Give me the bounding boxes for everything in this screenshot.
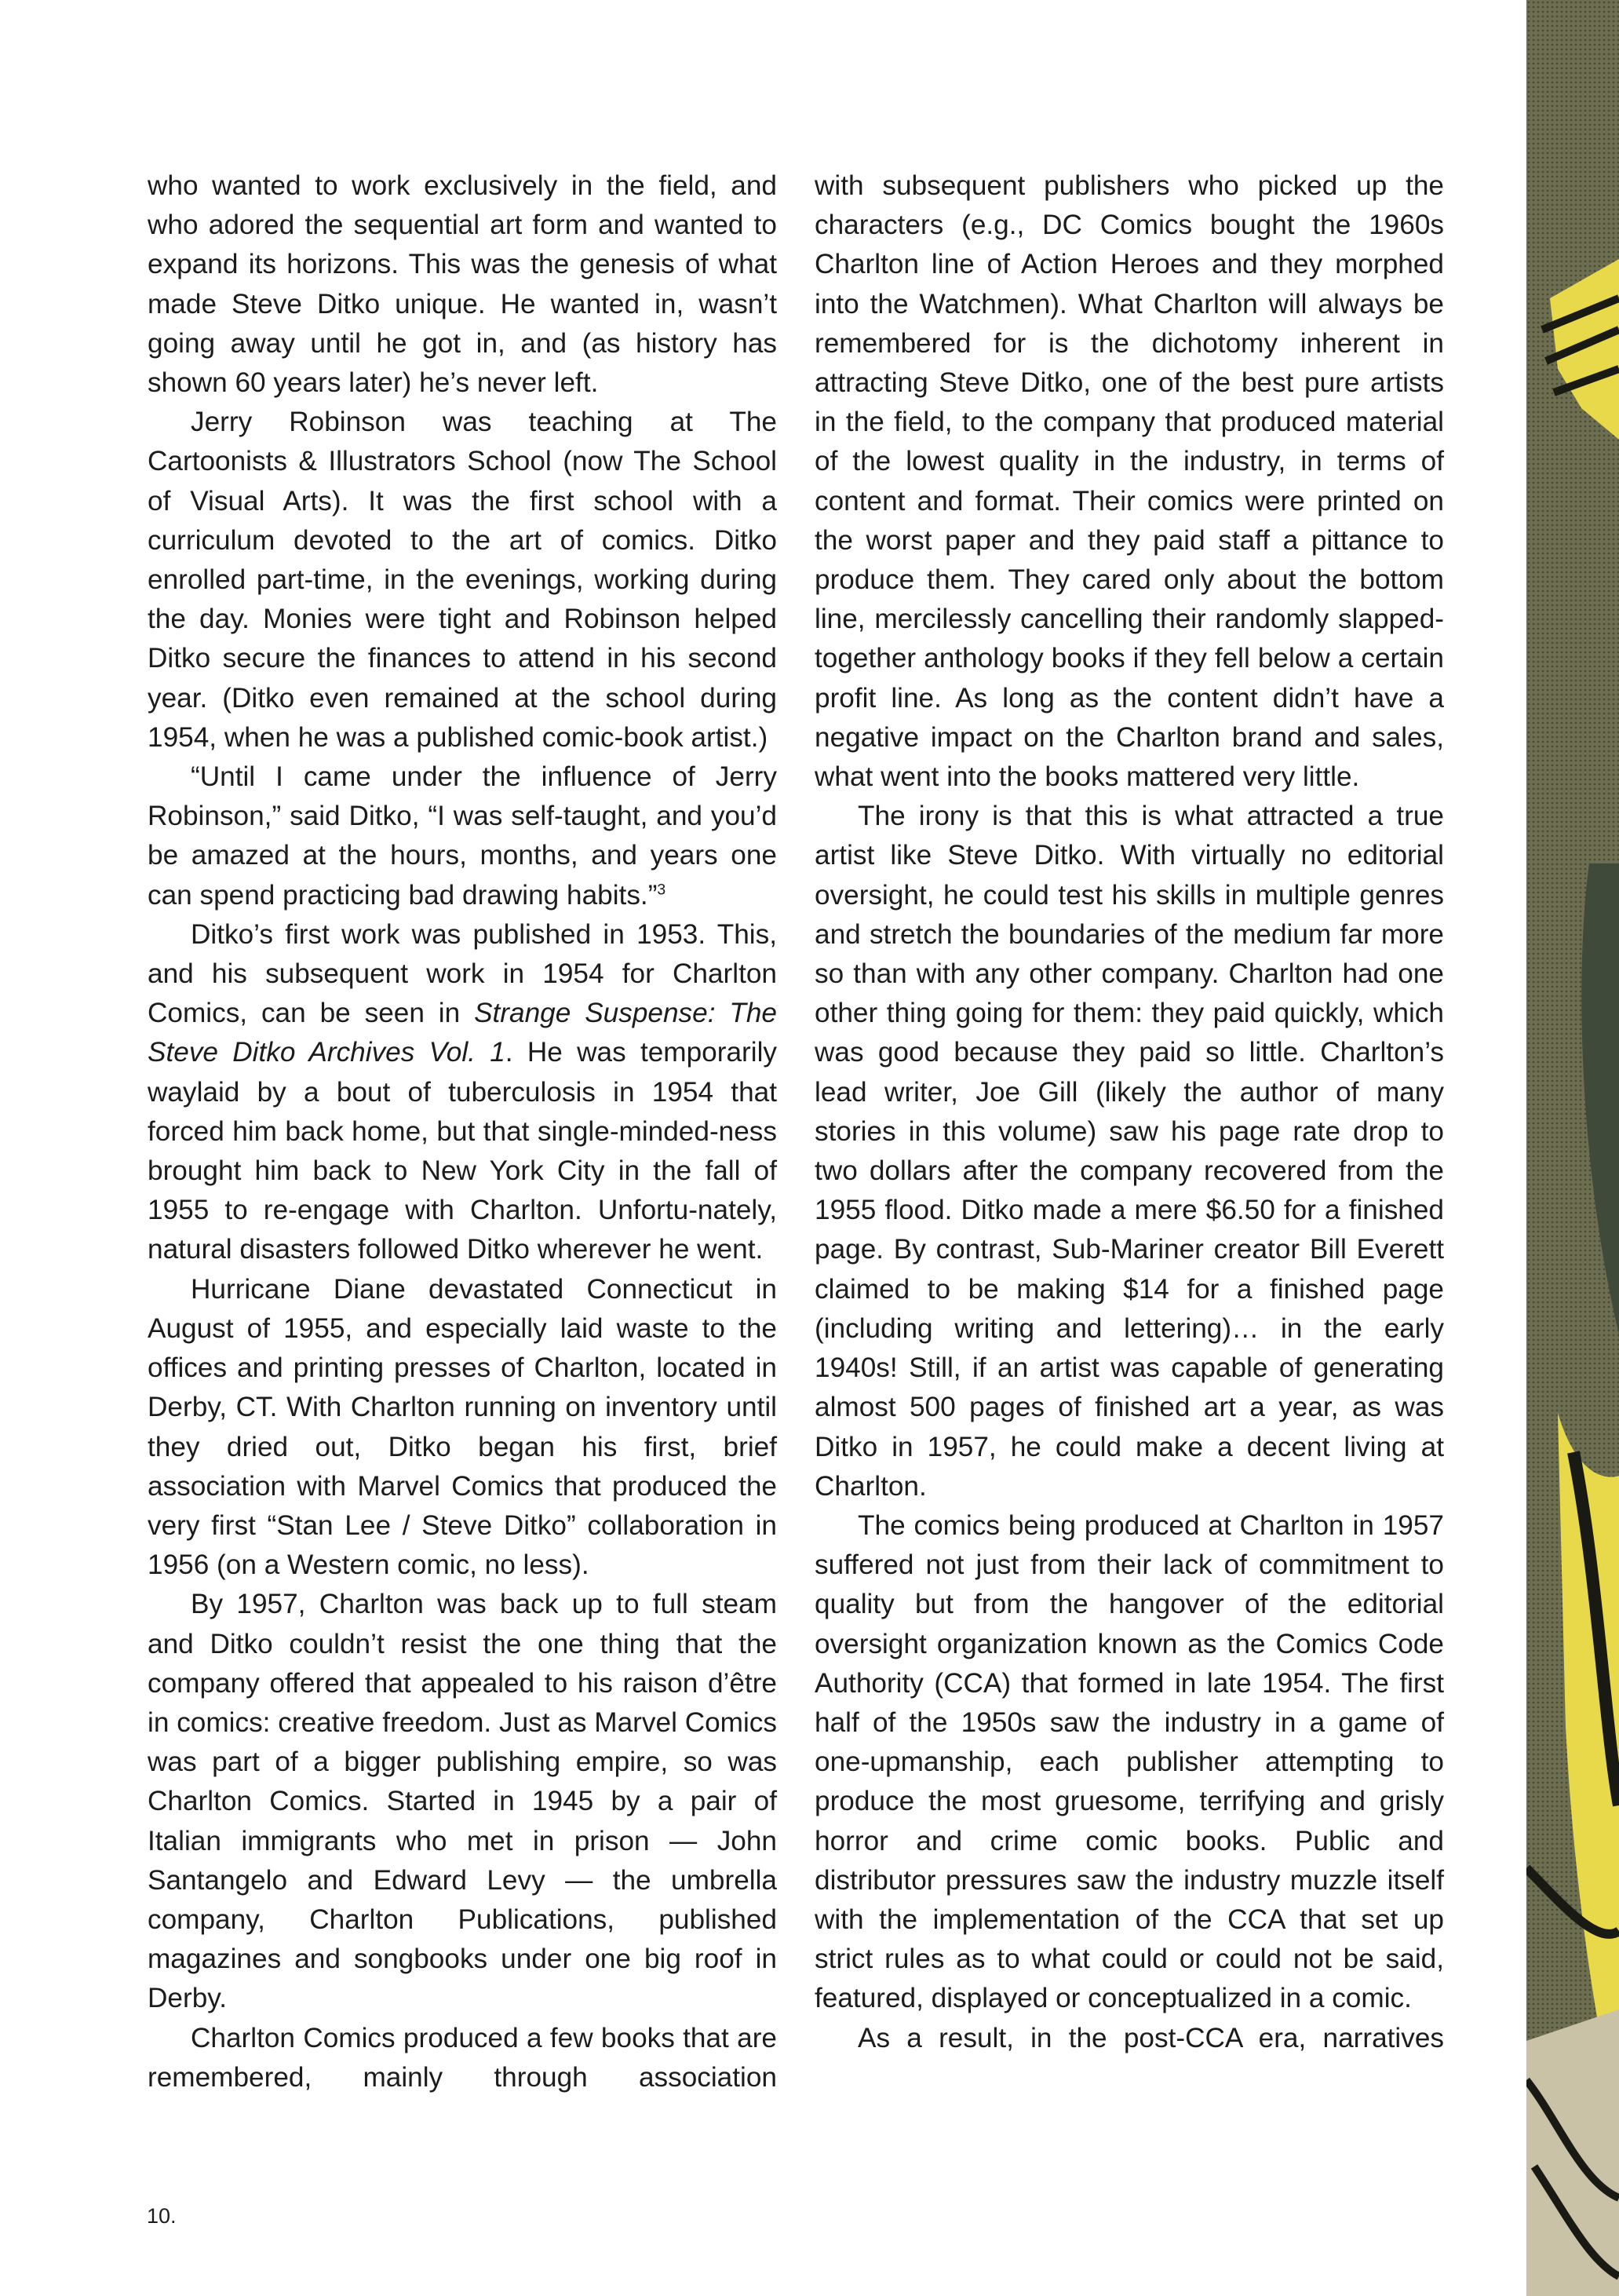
paragraph: Charlton Comics produced a few books that are remembered, mainly through association [148,2022,777,2093]
comic-art-edge-strip [1526,0,1619,2296]
paragraph: Jerry Robinson was teaching at The Cartoonists & Illustrators School (now The School of Visual Arts). It was the first school with a curriculum devoted to the art of comics. Ditko enrolled part-time, in the evenings, working during the day. Monies were tight and Robinson helped Ditko secure the finances to attend in his second year. (Ditko even remained at the school during 1954, when he was a published comic-book artist.) [148,407,777,753]
comic-art-image [1526,0,1619,2296]
paragraph [148,757,777,915]
paragraph: The irony is that this is what attracted a true artist like Steve Ditko. With virtually no editorial oversight, he could test his skills in multiple genres and stretch the boundaries of the medium far more so than with any other company. Charlton had one other thing going for them: they paid quickly, which was good because they paid so little. Charlton’s lead writer, Joe Gill (likely the author of many stories in this volume) saw his page rate drop to two dollars after the company recovered from the 1955 flood. Ditko made a mere $6.50 for a finished page. By contrast, Sub-Mariner creator Bill Everett claimed to be making $14 for a finished page (including writing and lettering)… in the early 1940s! Still, if an artist was capable of generating almost 500 pages of finished art a year, as was Ditko in 1957, he could make a decent living at Charlton. [815,801,1444,1502]
paragraph: Ditko’s first work was published in 1953. This, and his subsequent work in 1954 for Charlton Comics, can be seen in Strange Suspense: The Steve Ditko Archives Vol. 1. He was temporarily waylaid by a bout of tuberculosis in 1954 that forced him back home, but that single-minded-ness brought him back to New York City in the fall of 1955 to re-engage with Charlton. Unfortu-nately, natural disasters followed Ditko wherever he went. [148,918,777,1265]
paragraph: Hurricane Diane devastated Connecticut in August of 1955, and especially laid waste to the offices and printing presses of Charlton, located in Derby, CT. With Charlton running on inventory until they dried out, Ditko began his first, brief association with Marvel Comics that produced the very first “Stan Lee / Steve Ditko” collaboration in 1956 (on a Western comic, no less). [148,1273,777,1581]
paragraph: with subsequent publishers who picked up the characters (e.g., DC Comics bought the 1960s Charlton line of Action Heroes and they morphed into the Watchmen). What Charlton will always be remembered for is the dichotomy inherent in attracting Steve Ditko, one of the best pure artists in the field, to the company that produced material of the lowest quality in the industry, in terms of content and format. Their comics were printed on the worst paper and they paid staff a pittance to produce them. They cared only about the bottom line, mercilessly cancelling their randomly slapped-together anthology books if they fell below a certain profit line. As long as the content didn’t have a negative impact on the Charlton brand and sales, what went into the books mattered very little. [815,170,1444,793]
left-text-column [148,166,777,2097]
paragraph: The comics being produced at Charlton in 1957 suffered not just from their lack of commitment to quality but from the hangover of the editorial oversight organization known as the Comics Code Authority (CCA) that formed in late 1954. The first half of the 1950s saw the industry in a game of one-upmanship, each publisher attempting to produce the most gruesome, terrifying and grisly horror and crime comic books. Public and distributor pressures saw the industry muzzle itself with the implementation of the CCA that set up strict rules as to what could or could not be said, featured, displayed or conceptualized in a comic. [815,1509,1444,2014]
page-number: 10. [147,2204,177,2228]
right-text-column [815,166,1444,2058]
footnote-marker: 3 [657,880,666,898]
paragraph: By 1957, Charlton was back up to full steam and Ditko couldn’t resist the one thing that the company offered that appealed to his raison d’être in comics: creative freedom. Just as Marvel Comics was part of a bigger publishing empire, so was Charlton Comics. Started in 1945 by a pair of Italian immigrants who met in prison — John Santangelo and Edward Levy — the umbrella company, Charlton Publications, published magazines and songbooks under one big roof in Derby. [148,1589,777,2014]
quote-text: “Until I came under the influence of Jerry Robinson,” said Ditko, “I was self-taught, and you’d be amazed at the hours, months, and years one can spend practicing bad drawing habits.” [148,761,777,911]
book-title: Strange Suspense: The Steve Ditko Archives Vol. 1 [148,998,777,1068]
paragraph: who wanted to work exclusively in the field, and who adored the sequential art form and wanted to expand its horizons. This was the genesis of what made Steve Ditko unique. He wanted in, wasn’t going away until he got in, and (as history has shown 60 years later) he’s never left. [148,170,777,399]
paragraph: As a result, in the post-CCA era, narratives [858,2022,1444,2053]
